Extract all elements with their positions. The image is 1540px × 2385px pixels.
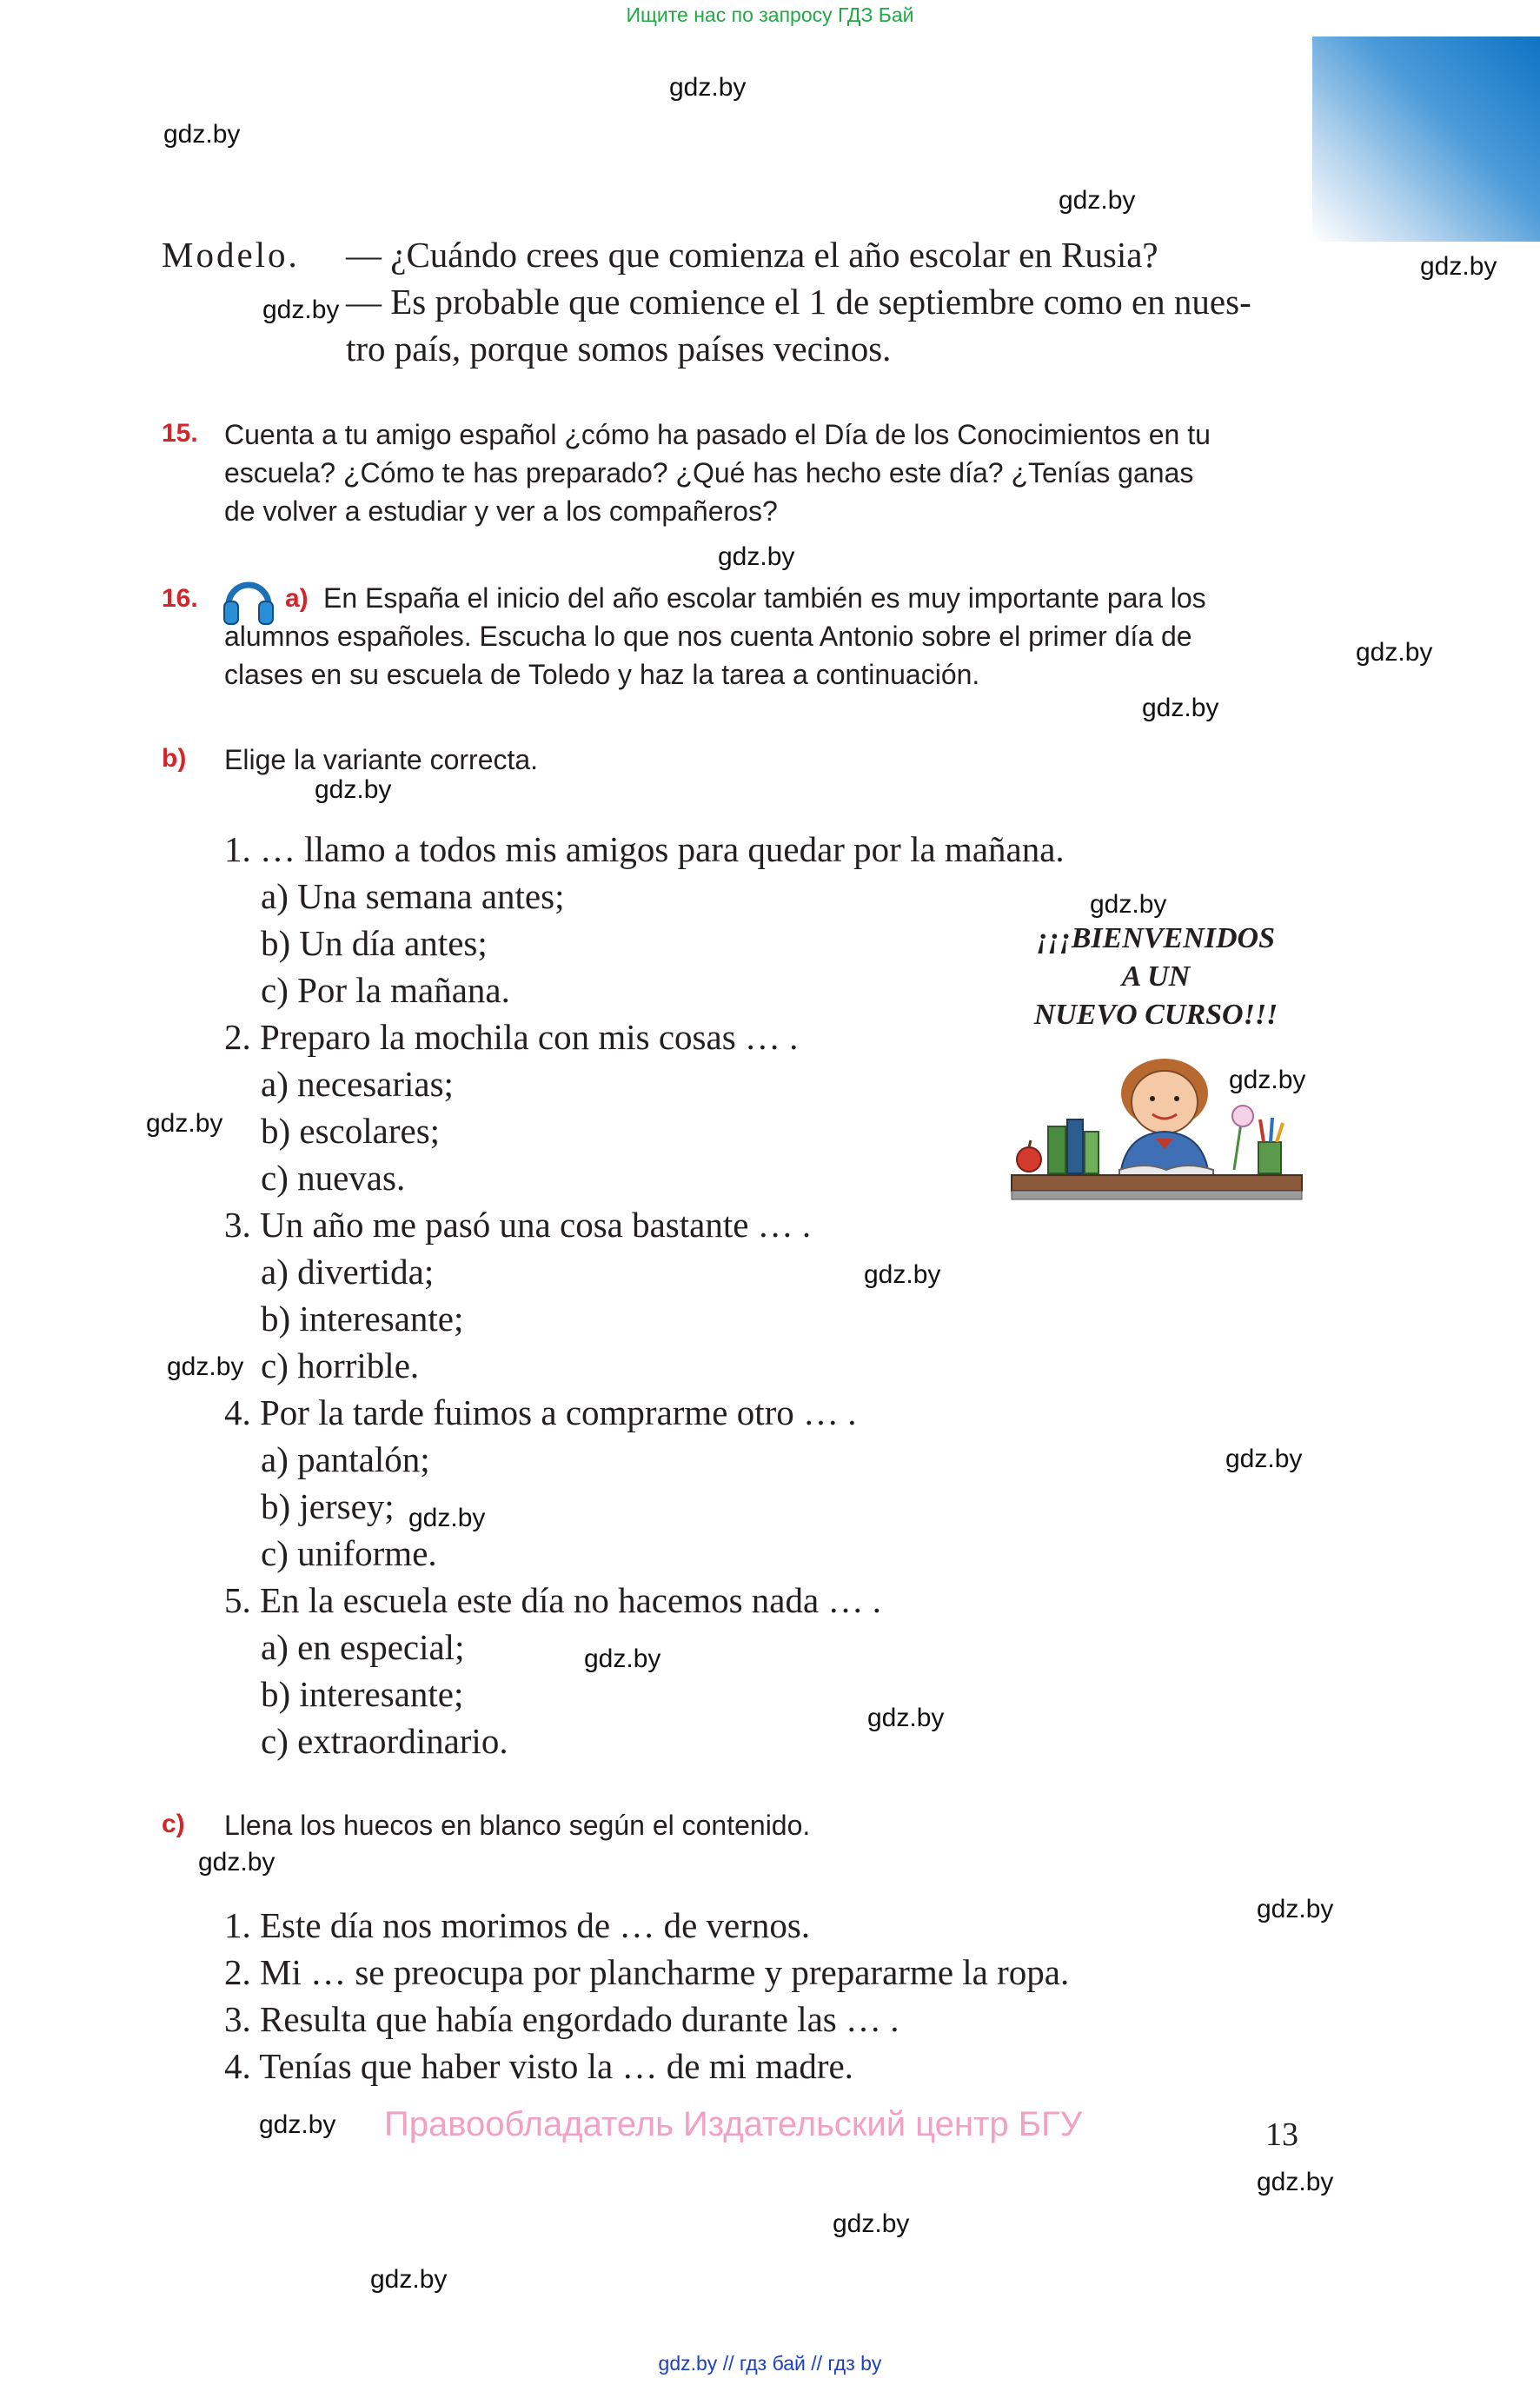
watermark: gdz.by (1090, 890, 1167, 919)
part-label: c) (162, 1810, 185, 1838)
option-item: c) Por la mañana. (261, 970, 510, 1010)
watermark: gdz.by (718, 542, 795, 571)
watermark: gdz.by (1356, 638, 1433, 667)
exercise-text: En España el inicio del año escolar también es muy importante para los (323, 582, 1206, 614)
option-item: b) jersey; (261, 1486, 395, 1526)
option-item: c) nuevas. (261, 1158, 406, 1198)
watermark: gdz.by (408, 1504, 486, 1532)
question-item: 4. Por la tarde fuimos a comprarme otro … . (224, 1392, 857, 1432)
watermark: gdz.by (1257, 1895, 1334, 1923)
watermark: gdz.by (1142, 694, 1219, 722)
modelo-line: tro país, porque somos países vecinos. (346, 329, 892, 369)
watermark: gdz.by (163, 120, 241, 149)
option-item: a) divertida; (261, 1252, 435, 1292)
illustration-caption: A UN (1121, 960, 1191, 993)
watermark: gdz.by (1257, 2168, 1334, 2196)
option-item: b) interesante; (261, 1299, 464, 1339)
part-label: a) (285, 584, 309, 613)
question-list-c (224, 1902, 1069, 2089)
question-item: 3. Un año me pasó una cosa bastante … . (224, 1205, 812, 1245)
watermark: gdz.by (146, 1109, 223, 1138)
watermark: gdz.by (1420, 252, 1497, 281)
modelo-line: — Es probable que comience el 1 de septiembre como en nues- (346, 282, 1251, 322)
watermark: gdz.by (167, 1352, 244, 1381)
question-item: 1. … llamo a todos mis amigos para quedar por la mañana. (224, 829, 1065, 869)
exercise-text: Cuenta a tu amigo español ¿cómo ha pasado el Día de los Conocimientos en tu (224, 419, 1211, 450)
option-item: b) escolares; (261, 1111, 441, 1151)
exercise-text: Llena los huecos en blanco según el contenido. (224, 1810, 811, 1841)
top-banner: Ищите нас по запросу ГДЗ Бай (626, 3, 914, 26)
watermark: gdz.by (669, 73, 747, 102)
question-item: 3. Resulta que había engordado durante las … . (224, 1999, 899, 2039)
watermark: gdz.by (315, 775, 392, 804)
watermark: gdz.by (259, 2110, 336, 2139)
watermark: gdz.by (833, 2209, 910, 2238)
watermark: gdz.by (198, 1848, 275, 1877)
option-item: b) interesante; (261, 1674, 464, 1714)
illustration-caption: NUEVO CURSO!!! (1033, 999, 1278, 1031)
exercise-number: 15. (162, 419, 198, 448)
copyright-notice: Правообладатель Издательский центр БГУ (384, 2105, 1083, 2143)
watermark: gdz.by (1225, 1445, 1303, 1473)
student-at-desk-drawing (1006, 1040, 1307, 1217)
watermark: gdz.by (584, 1644, 661, 1673)
modelo-line: — ¿Cuándo crees que comienza el año escolar en Rusia? (346, 235, 1158, 275)
watermark: gdz.by (864, 1260, 941, 1289)
option-item: a) en especial; (261, 1627, 465, 1667)
exercise-number: 16. (162, 584, 198, 613)
exercise-text: clases en su escuela de Toledo y haz la tarea a continuación. (224, 659, 980, 690)
question-list-b (224, 826, 1065, 1764)
watermark: gdz.by (1059, 186, 1136, 215)
option-item: a) necesarias; (261, 1064, 454, 1104)
watermark: gdz.by (1229, 1066, 1306, 1094)
question-item: 5. En la escuela este día no hacemos nada … . (224, 1580, 881, 1620)
watermark: gdz.by (867, 1704, 945, 1732)
question-item: 2. Preparo la mochila con mis cosas … . (224, 1017, 799, 1057)
page-number: 13 (1265, 2116, 1298, 2153)
bottom-banner: gdz.by // гдз бай // гдз by (658, 2352, 882, 2375)
question-item: 1. Este día nos morimos de … de vernos. (224, 1905, 811, 1945)
option-item: a) Una semana antes; (261, 876, 565, 916)
option-item: c) uniforme. (261, 1533, 437, 1573)
option-item: c) extraordinario. (261, 1721, 508, 1761)
exercise-text: de volver a estudiar y ver a los compañeros? (224, 495, 778, 527)
exercise-text: Elige la variante correcta. (224, 744, 539, 775)
option-item: b) Un día antes; (261, 923, 488, 963)
corner-gradient-decoration (1312, 37, 1540, 242)
watermark: gdz.by (370, 2265, 448, 2294)
illustration-caption: ¡¡¡BIENVENIDOS (1037, 922, 1275, 954)
welcome-illustration (1008, 920, 1304, 1034)
part-label: b) (162, 744, 187, 773)
exercise-text: escuela? ¿Cómo te has preparado? ¿Qué has hecho este día? ¿Tenías ganas (224, 457, 1194, 488)
question-item: 2. Mi … se preocupa por plancharme y prepararme la ropa. (224, 1952, 1070, 1992)
question-item: 4. Tenías que haber visto la … de mi madre. (224, 2046, 853, 2086)
option-item: a) pantalón; (261, 1439, 430, 1479)
watermark: gdz.by (262, 296, 340, 324)
exercise-text: alumnos españoles. Escucha lo que nos cuenta Antonio sobre el primer día de (224, 621, 1192, 652)
option-item: c) horrible. (261, 1345, 420, 1385)
modelo-label: Modelo. (162, 235, 300, 275)
